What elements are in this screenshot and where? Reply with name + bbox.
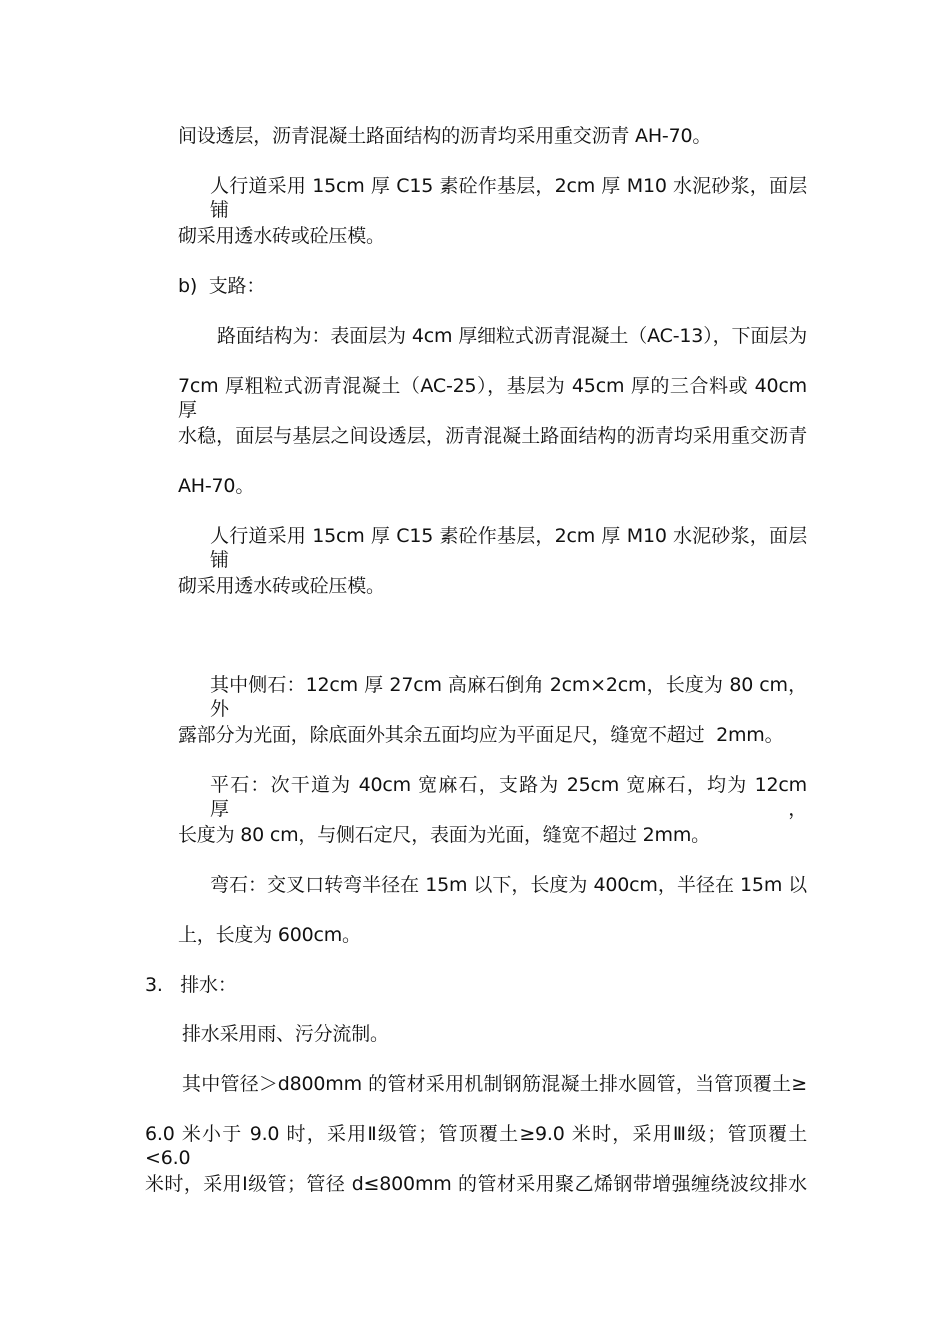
section-heading: 3. 排水： (145, 974, 237, 996)
paragraph-line: 水稳，面层与基层之间设透层，沥青混凝土路面结构的沥青均采用重交沥青 (178, 425, 807, 447)
subsection-heading: b) 支路： (178, 275, 266, 297)
paragraph-line: 7cm 厚粗粒式沥青混凝土（AC-25），基层为 45cm 厚的三合料或 40cm 厚 (178, 375, 807, 421)
paragraph-line: 间设透层，沥青混凝土路面结构的沥青均采用重交沥青 AH-70。 (178, 125, 712, 147)
paragraph-line: 上，长度为 600cm。 (178, 924, 361, 946)
paragraph-line: AH-70。 (178, 475, 255, 497)
paragraph-line: 人行道采用 15cm 厚 C15 素砼作基层，2cm 厚 M10 水泥砂浆，面层铺 (210, 525, 807, 571)
paragraph-line: 6.0 米小于 9.0 时，采用Ⅱ级管；管顶覆土≥9.0 米时，采用Ⅲ级；管顶覆土<6.0 (145, 1123, 807, 1169)
paragraph-line: 其中侧石：12cm 厚 27cm 高麻石倒角 2cm×2cm，长度为 80 cm，外 (210, 674, 807, 720)
paragraph-line: 砌采用透水砖或砼压模。 (178, 575, 385, 597)
paragraph-line: 其中管径＞d800mm 的管材采用机制钢筋混凝土排水圆管，当管顶覆土≥ (182, 1073, 807, 1095)
paragraph-line: 砌采用透水砖或砼压模。 (178, 225, 385, 247)
paragraph-line: 露部分为光面，除底面外其余五面均应为平面足尺，缝宽不超过 2mm。 (178, 724, 784, 746)
paragraph-line: 平石：次干道为 40cm 宽麻石，支路为 25cm 宽麻石，均为 12cm 厚， (210, 774, 807, 820)
paragraph-line: 路面结构为：表面层为 4cm 厚细粒式沥青混凝土（AC-13），下面层为 (217, 325, 807, 347)
paragraph-line: 弯石：交叉口转弯半径在 15m 以下，长度为 400cm，半径在 15m 以 (210, 874, 807, 896)
paragraph-line: 排水采用雨、污分流制。 (182, 1023, 389, 1045)
paragraph-line: 长度为 80 cm，与侧石定尺，表面为光面，缝宽不超过 2mm。 (178, 824, 710, 846)
paragraph-line: 人行道采用 15cm 厚 C15 素砼作基层，2cm 厚 M10 水泥砂浆，面层铺 (210, 175, 807, 221)
paragraph-line: 米时，采用Ⅰ级管；管径 d≤800mm 的管材采用聚乙烯钢带增强缠绕波纹排水 (145, 1173, 807, 1195)
